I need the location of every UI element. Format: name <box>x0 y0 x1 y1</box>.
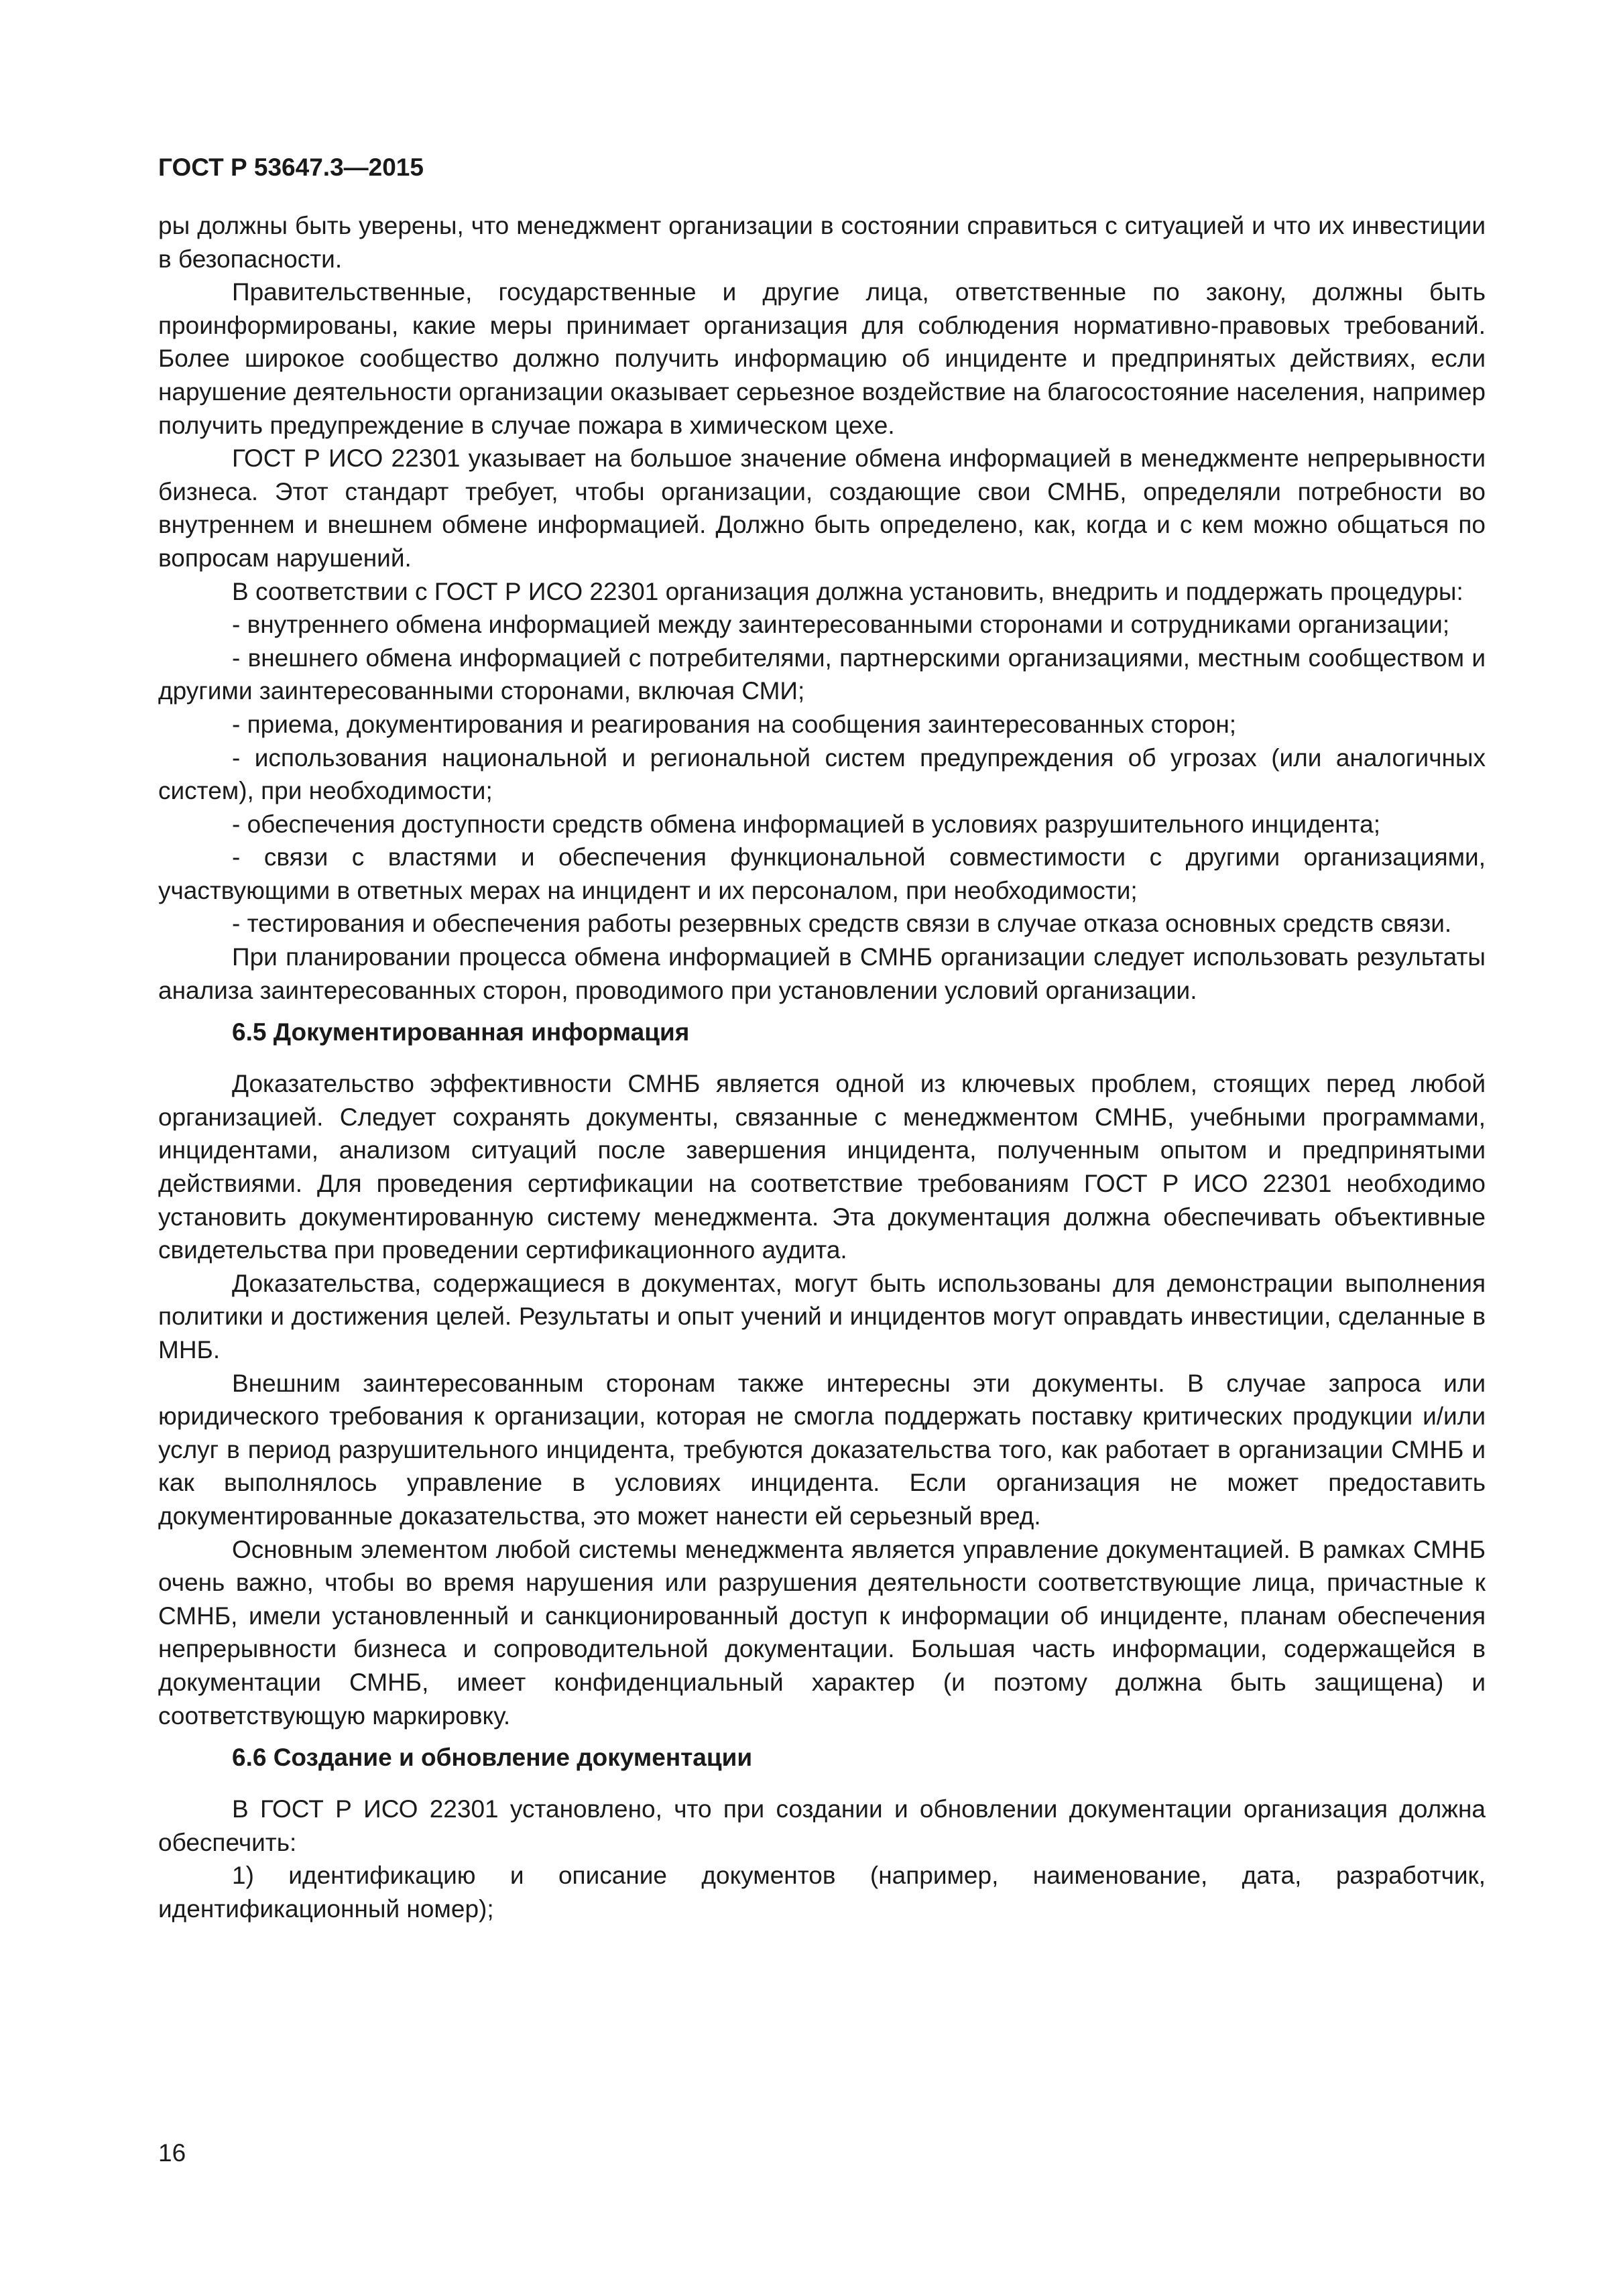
numbered-item: 1) идентификацию и описание документов (например, наименование, дата, разработчик, идентификационный номер); <box>158 1862 1486 1923</box>
paragraph: Доказательство эффективности СМНБ является одной из ключевых проблем, стоящих перед любой организацией. Следует сохранять документы, связанные с менеджментом СМНБ, учебными программами, инцидентами, анализом ситуаций после завершения инцидента, полученным опытом и предпринятыми действиями. Для проведения сертификации на соответствие требованиям ГОСТ Р ИСО 22301 необходимо установить документированную систему менеджмента. Эта документация должна обеспечивать объективные свидетельства при проведении сертификационного аудита. <box>158 1070 1486 1264</box>
paragraph: Внешним заинтересованным сторонам также интересны эти документы. В случае запроса или юридического требования к организации, которая не смогла поддержать поставку критических продукции и/или услуг в период разрушительного инцидента, требуются доказательства того, как работает в организации СМНБ и как выполнялось управление в условиях инцидента. Если организация не может предоставить документированные доказательства, это может нанести ей серьезный вред. <box>158 1369 1486 1530</box>
paragraph: Правительственные, государственные и другие лица, ответственные по закону, должны быть проинформированы, какие меры принимает организация для соблюдения нормативно-правовых требований. Более широкое сообщество должно получить информацию об инциденте и предпринятых действиях, если нарушение деятельности организации оказывает серьезное воздействие на благосостояние населения, например получить предупреждение в случае пожара в химическом цехе. <box>158 278 1486 439</box>
list-item: - связи с властями и обеспечения функциональной совместимости с другими организациями, участвующими в ответных мерах на инцидент и их персоналом, при необходимости; <box>158 843 1486 904</box>
list-item: - использования национальной и региональной систем предупреждения об угрозах (или аналогичных систем), при необходимости; <box>158 743 1486 805</box>
document-body <box>158 209 1486 1926</box>
list-item: - внешнего обмена информацией с потребителями, партнерскими организациями, местным сообществом и другими заинтересованными сторонами, включая СМИ; <box>158 644 1486 705</box>
paragraph: Доказательства, содержащиеся в документах, могут быть использованы для демонстрации выполнения политики и достижения целей. Результаты и опыт учений и инцидентов могут оправдать инвестиции, сделанные в МНБ. <box>158 1269 1486 1364</box>
paragraph-continuation: ры должны быть уверены, что менеджмент организации в состоянии справиться с ситуацией и что их инвестиции в безопасности. <box>158 212 1486 273</box>
list-item: - приема, документирования и реагирования на сообщения заинтересованных сторон; <box>232 710 1237 738</box>
paragraph: При планировании процесса обмена информацией в СМНБ организации следует использовать результаты анализа заинтересованных сторон, проводимого при установлении условий организации. <box>158 943 1486 1004</box>
list-item: - обеспечения доступности средств обмена информацией в условиях разрушительного инцидента; <box>232 810 1381 838</box>
section-heading-6-6: 6.6 Создание и обновление документации <box>232 1744 753 1772</box>
document-page <box>158 152 1486 1926</box>
paragraph: ГОСТ Р ИСО 22301 указывает на большое значение обмена информацией в менеджменте непрерывности бизнеса. Этот стандарт требует, чтобы организации, создающие свои СМНБ, определяли потребности во внутреннем и внешнем обмене информацией. Должно быть определено, как, когда и с кем можно общаться по вопросам нарушений. <box>158 444 1486 572</box>
list-item: - тестирования и обеспечения работы резервных средств связи в случае отказа основных средств связи. <box>232 910 1452 938</box>
section-heading-6-5: 6.5 Документированная информация <box>232 1018 690 1046</box>
paragraph: В соответствии с ГОСТ Р ИСО 22301 организация должна установить, внедрить и поддержать процедуры: <box>232 577 1463 605</box>
list-item: - внутреннего обмена информацией между заинтересованными сторонами и сотрудниками организации; <box>232 611 1450 639</box>
document-code-header: ГОСТ Р 53647.3—2015 <box>158 154 424 181</box>
paragraph: Основным элементом любой системы менеджмента является управление документацией. В рамках СМНБ очень важно, чтобы во время нарушения или разрушения деятельности соответствующие лица, причастные к СМНБ, имели установленный и санкционированный доступ к информации об инциденте, планам обеспечения непрерывности бизнеса и сопроводительной документации. Большая часть информации, содержащейся в документации СМНБ, имеет конфиденциальный характер (и поэтому должна быть защищена) и соответствующую маркировку. <box>158 1535 1486 1730</box>
paragraph: В ГОСТ Р ИСО 22301 установлено, что при создании и обновлении документации организация должна обеспечить: <box>158 1795 1486 1856</box>
page-number: 16 <box>158 2139 186 2167</box>
